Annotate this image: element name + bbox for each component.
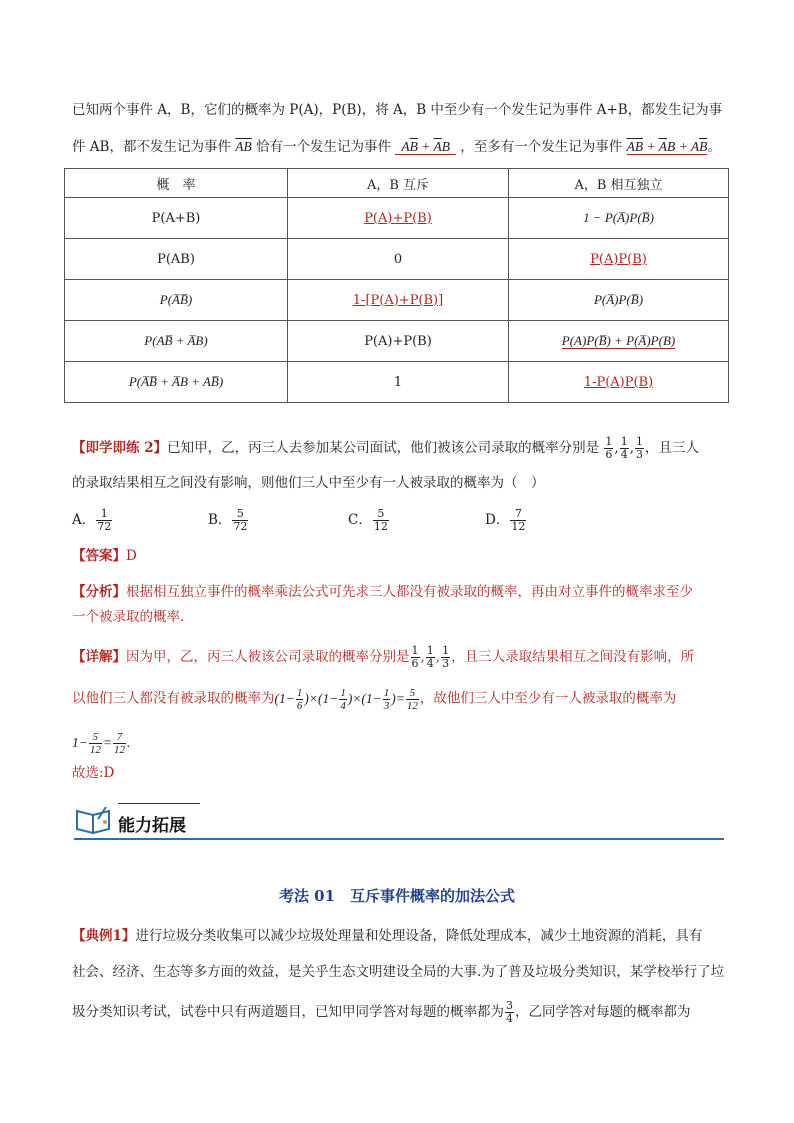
- analysis-line-2: 一个被录取的概率.: [72, 609, 185, 625]
- exercise-line-2: 的录取结果相互之间没有影响，则他们三人中至少有一人被录取的概率为（ ）: [72, 475, 545, 491]
- header-mutex: A，B 互斥: [288, 169, 509, 198]
- formula-not-both: $\overline{AB}$: [235, 139, 252, 154]
- table-row: P(A̅B̅) 1-[P(A)+P(B)] P(A̅)P(B̅): [65, 280, 729, 321]
- option-c: C． $\frac{5}{12}$: [348, 507, 388, 533]
- example-line-3: 圾分类知识考试，试卷中只有两道题目，已知甲同学答对每题的概率都为 $\frac{3}{4}$ ，乙同学答对每题的概率都为: [72, 999, 691, 1025]
- exercise-line-1: 【即学即练 2】已知甲，乙，丙三人去参加某公司面试，他们被该公司录取的概率分别是 $\frac{1}{6}$ , $\frac{1}{4}$ , $\frac{1}{3}$ ，且三人: [72, 435, 699, 461]
- detail-line-2: 以他们三人都没有被录取的概率为(1− $\frac{1}{6}$ )×(1− $\frac{1}{4}$ )×(1− $\frac{1}{3}$ )= $\frac{5}{12}$ ，故他们三人中至少有一人被录取的概率为: [72, 687, 677, 712]
- table-row: P(A̅B̅ + A̅B + AB̅) 1 1-P(A)P(B): [65, 362, 729, 403]
- table-row: P(A+B) P(A)+P(B) 1 − P(A̅)P(B̅): [65, 198, 729, 239]
- option-b: B． $\frac{5}{72}$: [208, 507, 248, 533]
- section-title: 能力拓展: [118, 816, 186, 836]
- kaofa-title: 考法 01 互斥事件概率的加法公式: [278, 887, 516, 905]
- probability-table: [64, 168, 729, 403]
- intro-line-1: 已知两个事件 A，B，它们的概率为 P(A)，P(B)，将 A，B 中至少有一个发生记为事件 A+B，都发生记为事: [72, 102, 723, 118]
- conclusion: 故选:D: [72, 765, 115, 781]
- formula-exactly-one: $A\overline{B} + \overline{A}B$: [395, 139, 456, 155]
- option-d: D． $\frac{7}{12}$: [485, 507, 526, 533]
- intro-line-2: 件 AB，都不发生记为事件 $\overline{AB}$ 恰有一个发生记为事件 $A\overline{B} + \overline{A}B$ ，至多有一个发生记为事件 $\overline{AB} + \overline{A}B + A\overline{B}$。: [72, 139, 721, 155]
- detail-line-1: 【详解】因为甲，乙，丙三人被该公司录取的概率分别是 $\frac{1}{6}$ , $\frac{1}{4}$ , $\frac{1}{3}$ ，且三人录取结果相互之间没有影响，所: [72, 644, 695, 670]
- table-row: P(AB) 0 P(A)P(B): [65, 239, 729, 280]
- book-icon: [74, 803, 114, 835]
- section-top-rule: [118, 803, 200, 804]
- option-a: A． $\frac{1}{72}$: [72, 507, 112, 533]
- analysis-line-1: 【分析】根据相互独立事件的概率乘法公式可先求三人都没有被录取的概率，再由对立事件的概率求至少: [72, 584, 693, 600]
- detail-line-3: 1− $\frac{5}{12}$ = $\frac{7}{12}$ .: [72, 731, 131, 756]
- answer-line: 【答案】D: [72, 548, 137, 564]
- section-divider: [74, 838, 724, 840]
- table-row: P(AB̅ + A̅B) P(A)+P(B) P(A)P(B̅) + P(A̅)P(B): [65, 321, 729, 362]
- example-line-2: 社会、经济、生态等多方面的效益，是关乎生态文明建设全局的大事.为了普及垃圾分类知识，某学校举行了垃: [72, 964, 725, 980]
- header-prob: 概 率: [65, 169, 288, 198]
- header-independent: A，B 相互独立: [509, 169, 729, 198]
- formula-at-most-one: $\overline{AB} + \overline{A}B + A\overline{B}$: [626, 139, 708, 154]
- example-line-1: 【典例1】进行垃圾分类收集可以减少垃圾处理量和处理设备，降低处理成本，减少土地资源的消耗，具有: [72, 928, 703, 944]
